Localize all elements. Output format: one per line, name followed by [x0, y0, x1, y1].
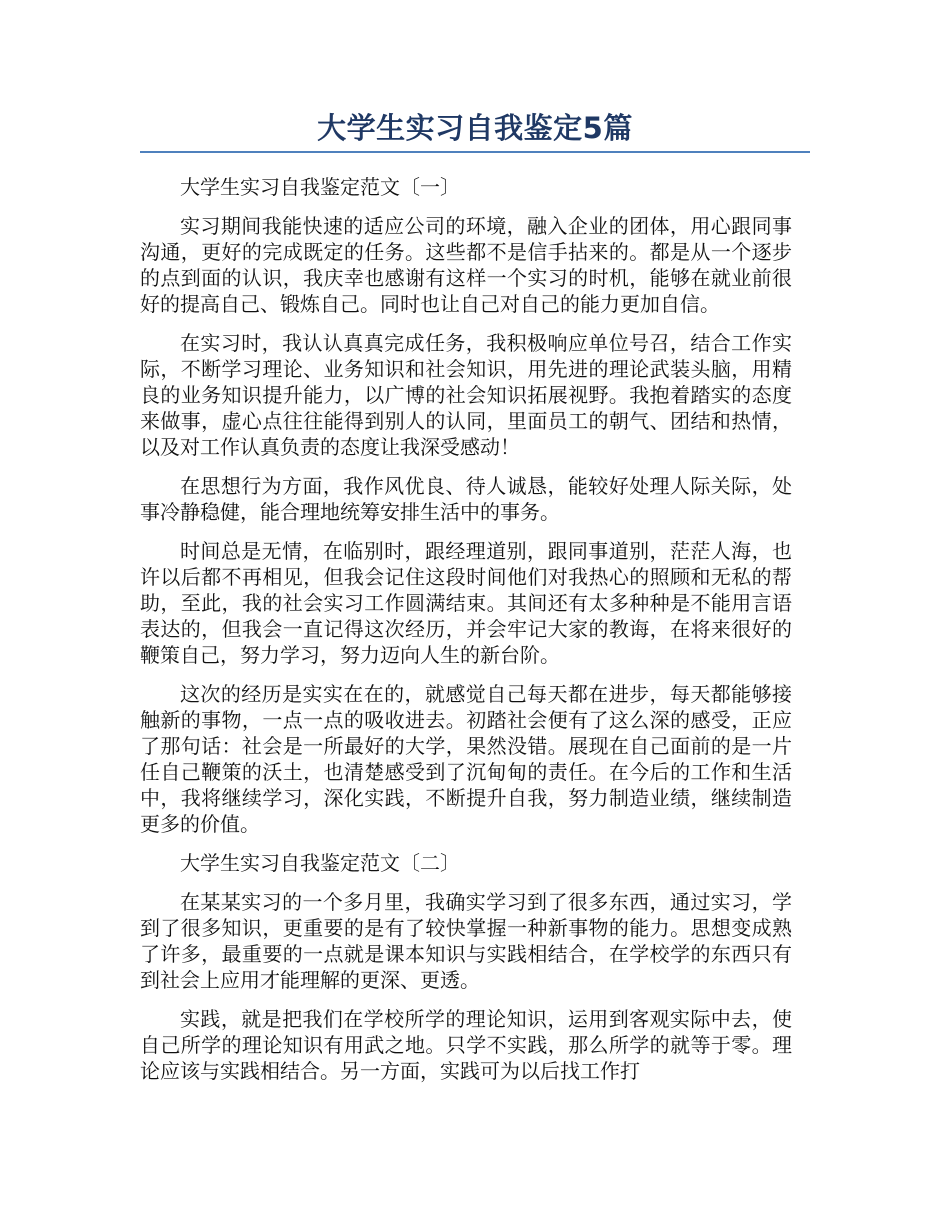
paragraph: 在实习时，我认认真真完成任务，我积极响应单位号召，结合工作实际，不断学习理论、业务知识和社会知识，用先进的理论武装头脑，用精良的业务知识提升能力，以广博的社会知识拓展视野。我抱着踏实的态度来做事，虚心点往往能得到别人的认同，里面员工的朝气、团结和热情，以及对工作认真负责的态度让我深受感动！ [140, 331, 792, 459]
section-heading-2: 大学生实习自我鉴定范文〔二〕 [180, 851, 460, 875]
title-underline [140, 151, 810, 153]
paragraph: 在思想行为方面，我作风优良、待人诚恳，能较好处理人际关际，处事冷静稳健，能合理地统筹安排生活中的事务。 [140, 474, 792, 524]
paragraph: 时间总是无情，在临别时，跟经理道别，跟同事道别，茫茫人海，也许以后都不再相见，但我会记住这段时间他们对我热心的照顾和无私的帮助，至此，我的社会实习工作圆满结束。其间还有太多种种是不能用言语表达的，但我会一直记得这次经历，并会牢记大家的教诲，在将来很好的鞭策自己，努力学习，努力迈向人生的新台阶。 [140, 539, 792, 667]
paragraph: 实践，就是把我们在学校所学的理论知识，运用到客观实际中去，使自己所学的理论知识有用武之地。只学不实践，那么所学的就等于零。理论应该与实践相结合。另一方面，实践可为以后找工作打 [140, 1007, 792, 1083]
section-heading-1: 大学生实习自我鉴定范文〔一〕 [180, 175, 460, 199]
paragraph: 这次的经历是实实在在的，就感觉自己每天都在进步，每天都能够接触新的事物，一点一点的吸收进去。初踏社会便有了这么深的感受，正应了那句话：社会是一所最好的大学，果然没错。展现在自己面前的是一片任自己鞭策的沃土，也清楚感受到了沉甸甸的责任。在今后的工作和生活中，我将继续学习，深化实践，不断提升自我，努力制造业绩，继续制造更多的价值。 [140, 682, 792, 836]
paragraph: 在某某实习的一个多月里，我确实学习到了很多东西，通过实习，学到了很多知识，更重要的是有了较快掌握一种新事物的能力。思想变成熟了许多，最重要的一点就是课本知识与实践相结合，在学校学的东西只有到社会上应用才能理解的更深、更透。 [140, 890, 792, 992]
paragraph: 实习期间我能快速的适应公司的环境，融入企业的团体，用心跟同事沟通，更好的完成既定的任务。这些都不是信手拈来的。都是从一个逐步的点到面的认识，我庆幸也感谢有这样一个实习的时机，能够在就业前很好的提高自己、锻炼自己。同时也让自己对自己的能力更加自信。 [140, 214, 792, 316]
document-body [140, 174, 792, 1097]
document-title: 大学生实习自我鉴定5篇 [317, 111, 633, 145]
